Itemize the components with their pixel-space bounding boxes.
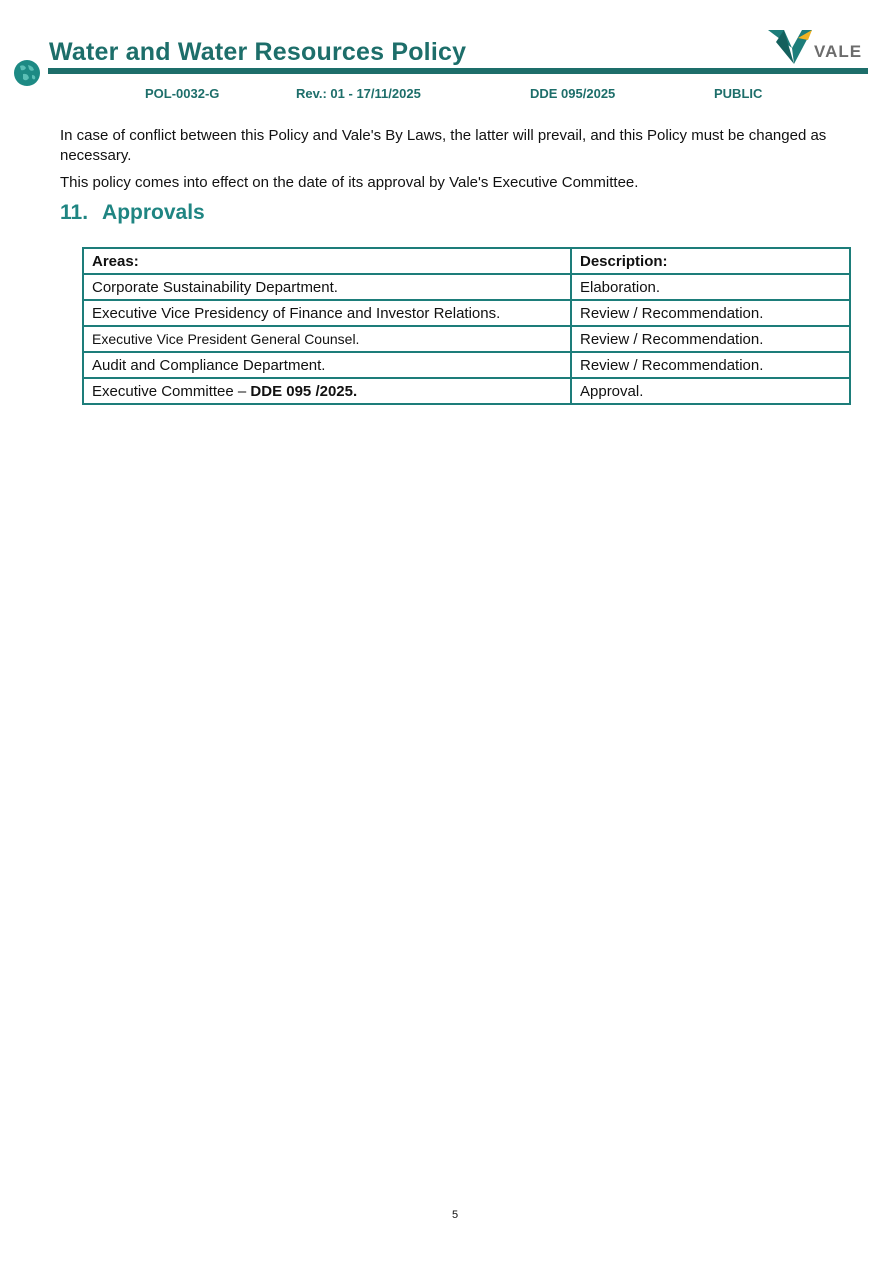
area-cell: Corporate Sustainability Department. bbox=[83, 274, 571, 300]
table-header-row bbox=[83, 248, 850, 274]
globe-icon bbox=[13, 59, 41, 87]
table-row bbox=[83, 352, 850, 378]
conflict-paragraph: In case of conflict between this Policy and Vale's By Laws, the latter will prevail, and this Policy must be changed as necessary. bbox=[60, 127, 827, 164]
table-row bbox=[83, 378, 850, 404]
areas-column-header: Areas: bbox=[83, 248, 571, 274]
approvals-table bbox=[82, 247, 851, 405]
revision-info: Rev.: 01 - 17/11/2025 bbox=[296, 86, 421, 101]
decision-number: DDE 095/2025 bbox=[530, 86, 616, 101]
logo-wordmark: VALE bbox=[814, 42, 863, 61]
description-column-header: Description: bbox=[571, 248, 850, 274]
description-cell: Review / Recommendation. bbox=[571, 326, 850, 352]
description-cell: Approval. bbox=[571, 378, 850, 404]
table-row bbox=[83, 326, 850, 352]
classification-label: PUBLIC bbox=[714, 86, 763, 101]
description-cell: Elaboration. bbox=[571, 274, 850, 300]
table-row bbox=[83, 274, 850, 300]
description-cell: Review / Recommendation. bbox=[571, 300, 850, 326]
area-cell bbox=[83, 378, 571, 404]
area-cell: Audit and Compliance Department. bbox=[83, 352, 571, 378]
effective-date-paragraph: This policy comes into effect on the date of its approval by Vale's Executive Committee. bbox=[60, 174, 639, 191]
section-heading bbox=[60, 201, 205, 225]
area-decision-ref: DDE 095 /2025. bbox=[250, 382, 358, 400]
header-rule bbox=[48, 68, 868, 74]
page-number: 5 bbox=[452, 1209, 459, 1221]
document-code: POL-0032-G bbox=[145, 86, 220, 101]
document-title: Water and Water Resources Policy bbox=[49, 38, 467, 66]
area-cell: Executive Vice President General Counsel. bbox=[83, 326, 571, 352]
table-row bbox=[83, 300, 850, 326]
description-cell: Review / Recommendation. bbox=[571, 352, 850, 378]
section-number: 11. bbox=[60, 201, 89, 224]
section-title: Approvals bbox=[102, 201, 205, 224]
area-cell: Executive Vice Presidency of Finance and Investor Relations. bbox=[83, 300, 571, 326]
area-text: Executive Committee – bbox=[92, 382, 251, 400]
